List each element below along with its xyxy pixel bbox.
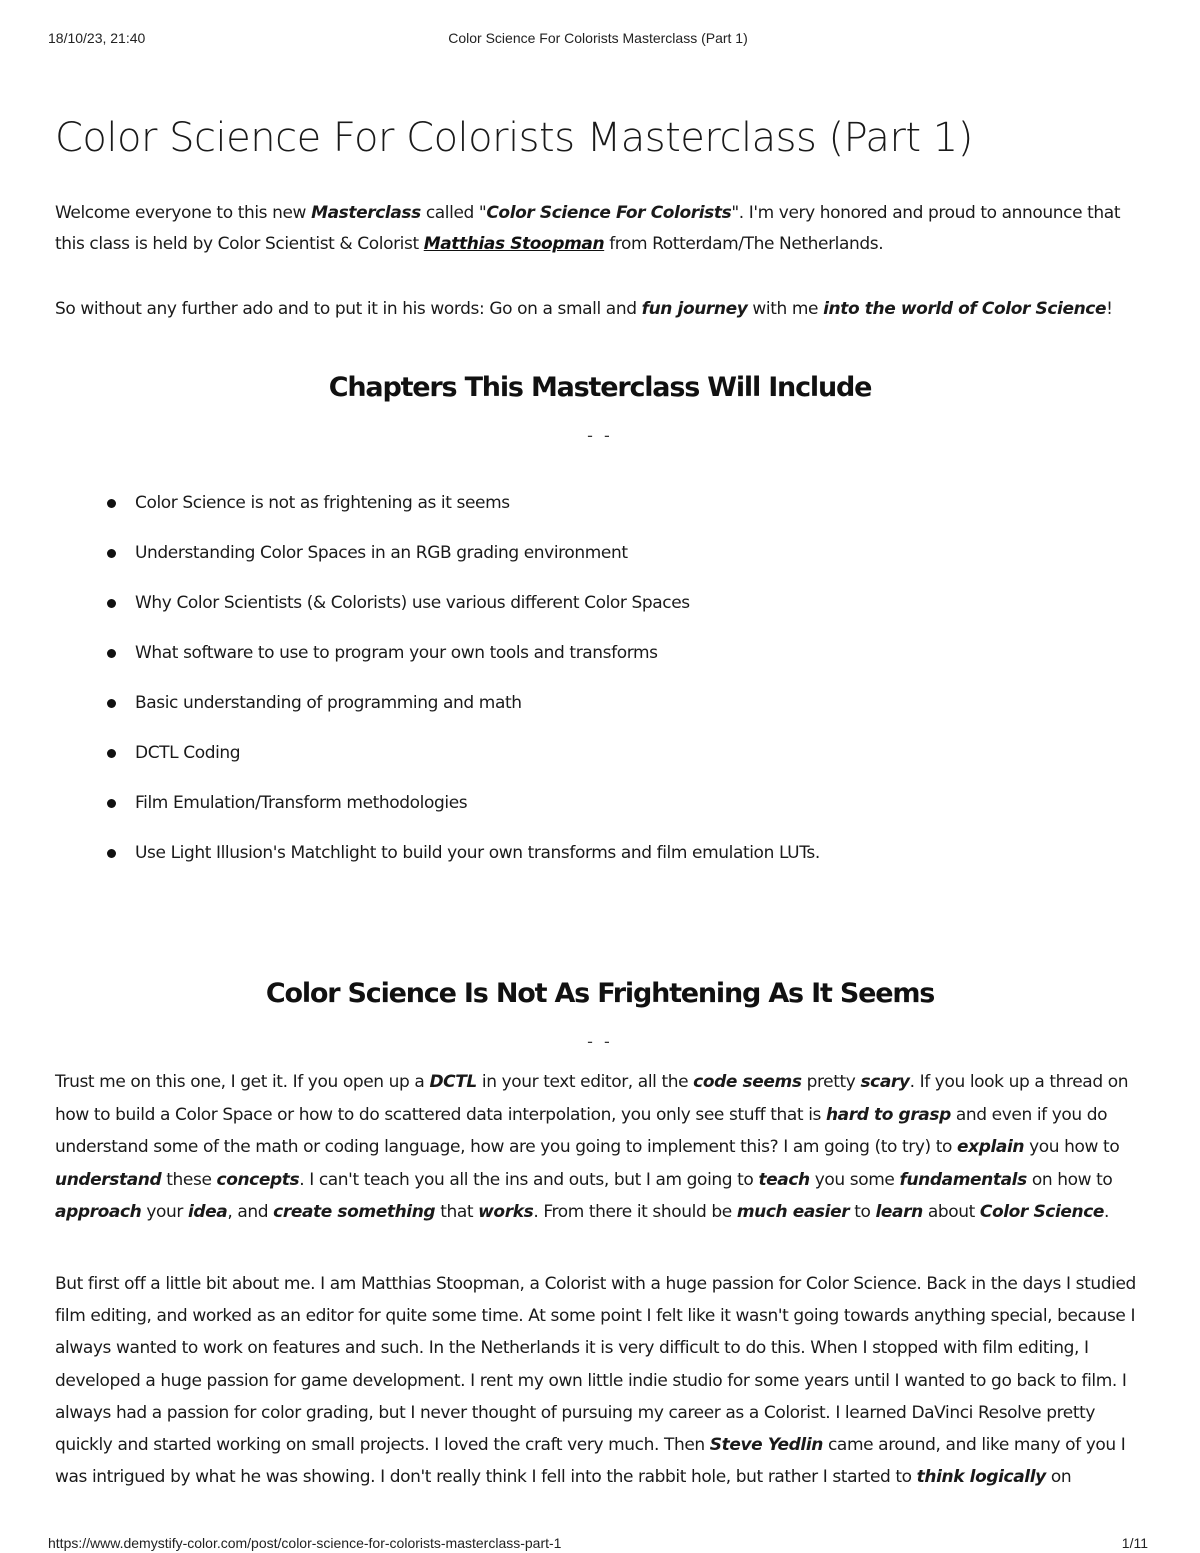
article-title: Color Science For Colorists Masterclass (Part 1) [55, 115, 973, 161]
emphasis: much easier [736, 1202, 850, 1222]
emphasis: Color Science [979, 1202, 1105, 1222]
emphasis: Color Science For Colorists [486, 203, 732, 223]
emphasis: teach [758, 1169, 810, 1190]
emphasis: scary [860, 1072, 910, 1092]
emphasis: idea [187, 1202, 228, 1222]
print-datetime: 18/10/23, 21:40 [48, 30, 146, 46]
intro2-paragraph: So without any further ado and to put it in his words: Go on a small and fun journey with me into the world of Color Science! [55, 299, 1113, 319]
section2-paragraph-2: But first off a little bit about me. I am Matthias Stoopman, a Colorist with a huge passion for Color Science. Back in the days I studied film editing, and worked as an editor for quite some time. At some point I felt like it wasn't going towards anything special, because I always wanted to work on features and such. In the Netherlands it is very difficult to do this. When I stopped with film editing, I developed a huge passion for game development. I rent my own little indie studio for some years until I wanted to go back to film. I always had a passion for color grading, but I never thought of pursuing my career as a Colorist. I learned DaVinci Resolve pretty quickly and started working on small projects. I loved the craft very much. Then Steve Yedlin came around, and like many of you I was intrigued by what he was showing. I don't really think I fell into the rabbit hole, but rather I started to think logically on [55, 1274, 1136, 1488]
list-item: Why Color Scientists (& Colorists) use various different Color Spaces [105, 588, 1105, 638]
print-url: https://www.demystify-color.com/post/color-science-for-colorists-masterclass-part-1 [48, 1535, 562, 1551]
emphasis: code seems [693, 1072, 802, 1092]
emphasis: works [478, 1202, 534, 1222]
emphasis: Steve Yedlin [709, 1435, 823, 1456]
bullet-icon [107, 499, 116, 508]
section2-paragraph-1: Trust me on this one, I get it. If you open up a DCTL in your text editor, all the code seems pretty scary. If you look up a thread on how to build a Color Space or how to do scattered data interpolation, you only see stuff that is hard to grasp and even if you do understand some of the math or coding language, how are you going to implement this? I am going (to try) to explain you how to understand these concepts. I can't teach you all the ins and outs, but I am going to teach you some fundamentals on how to approach your idea, and create something that works. From there it should be much easier to learn about Color Science. [55, 1072, 1129, 1222]
bullet-icon [107, 599, 116, 608]
emphasis: approach [55, 1202, 142, 1222]
print-page-number: 1/11 [1121, 1535, 1148, 1551]
list-item: Film Emulation/Transform methodologies [105, 788, 1105, 838]
list-item: Use Light Illusion's Matchlight to build your own transforms and film emulation LUTs. [105, 838, 1105, 888]
emphasis: Masterclass [311, 203, 421, 223]
print-footer [48, 1535, 1148, 1553]
bullet-icon [107, 799, 116, 808]
article [55, 108, 1145, 1488]
list-item: What software to use to program your own tools and transforms [105, 638, 1105, 688]
emphasis: concepts [216, 1169, 300, 1190]
emphasis: explain [957, 1137, 1025, 1157]
emphasis: fun journey [641, 299, 748, 319]
emphasis: fundamentals [899, 1169, 1027, 1190]
bullet-icon [107, 549, 116, 558]
bullet-icon [107, 849, 116, 858]
emphasis: learn [875, 1202, 923, 1222]
emphasis: create something [273, 1202, 436, 1222]
list-item: Basic understanding of programming and math [105, 688, 1105, 738]
section-divider: - - [587, 426, 613, 445]
chapters-heading: Chapters This Masterclass Will Include [328, 372, 872, 403]
bullet-icon [107, 649, 116, 658]
emphasis: understand [55, 1169, 162, 1190]
bullet-icon [107, 699, 116, 708]
emphasis: think logically [916, 1467, 1046, 1488]
list-item: Color Science is not as frightening as it seems [105, 488, 1105, 538]
section-heading: Color Science Is Not As Frightening As It Seems [265, 978, 935, 1009]
bullet-icon [107, 749, 116, 758]
author-link[interactable]: Matthias Stoopman [423, 234, 605, 254]
intro-paragraph: Welcome everyone to this new Masterclass called "Color Science For Colorists". I'm very honored and proud to announce that this class is held by Color Scientist & Colorist Matthias Stoopman from Rotterdam/The Netherlands. [55, 203, 1121, 254]
print-page-title: Color Science For Colorists Masterclass (Part 1) [448, 30, 748, 46]
emphasis: DCTL [429, 1072, 477, 1092]
emphasis: into the world of Color Science [823, 299, 1107, 319]
emphasis: hard to grasp [825, 1104, 951, 1125]
list-item: Understanding Color Spaces in an RGB grading environment [105, 538, 1105, 588]
section-divider: - - [587, 1032, 613, 1051]
chapters-list [105, 488, 1105, 888]
print-header [48, 30, 1148, 48]
list-item: DCTL Coding [105, 738, 1105, 788]
